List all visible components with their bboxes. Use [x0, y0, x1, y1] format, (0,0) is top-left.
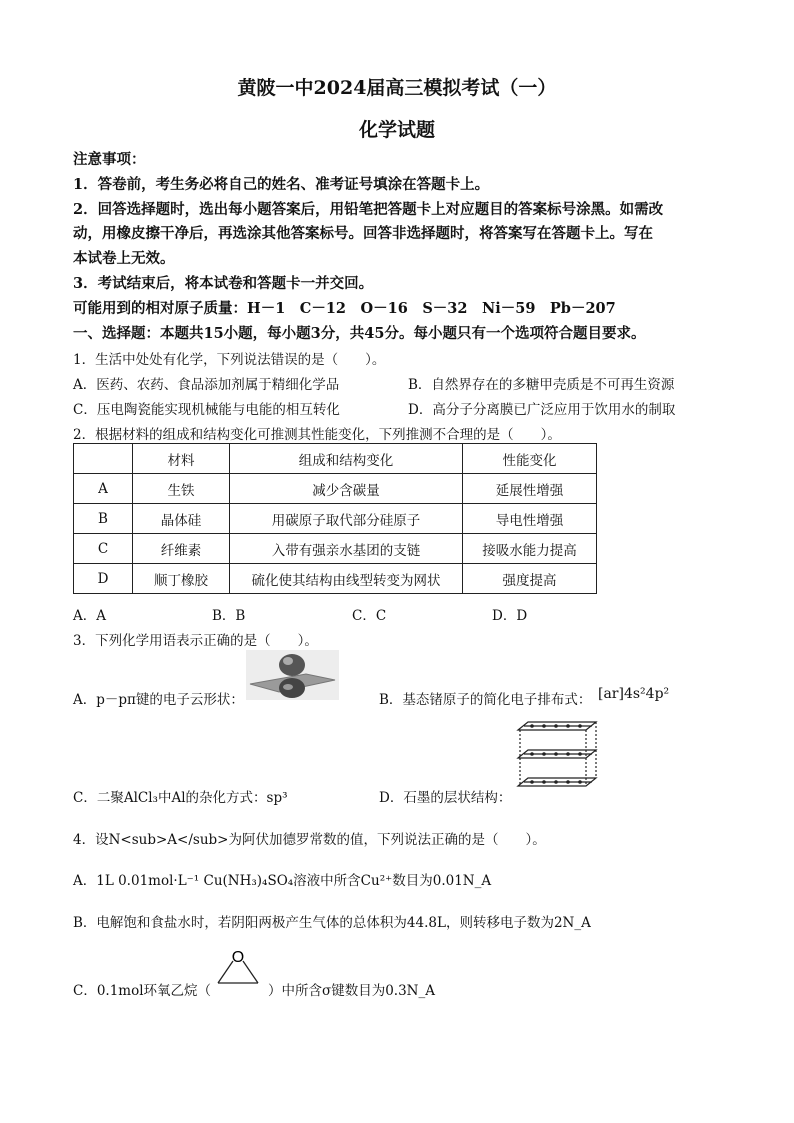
table-cell: 强度提高 — [463, 564, 597, 594]
table-cell: 硫化使其结构由线型转变为网状 — [230, 564, 463, 594]
q4-option-c-prefix: C．0.1mol环氧乙烷（ — [73, 983, 212, 999]
notice-item-2-line2: 动，用橡皮擦干净后，再选涂其他答案标号。回答非选择题时，将答案写在答题卡上。写在 — [73, 225, 653, 242]
q1-option-a: A．医药、农药、食品添加剂属于精细化学品 — [73, 377, 340, 393]
q2-option-b: B．B — [212, 608, 246, 624]
pi-bond-orbital-image — [246, 650, 339, 700]
q2-table — [73, 443, 597, 594]
q3-option-d: D．石墨的层状结构： — [379, 790, 512, 806]
q4-option-c-suffix: ）中所含σ键数目为0.3N_A — [268, 983, 435, 999]
table-cell: 用碳原子取代部分硅原子 — [230, 504, 463, 534]
table-header-cell — [74, 444, 133, 474]
table-row — [74, 564, 597, 594]
epoxyethane-structure — [212, 945, 264, 989]
q2-option-c: C．C — [352, 608, 387, 624]
notice-item-2-line3: 本试卷上无效。 — [73, 250, 175, 267]
table-cell: 减少含碳量 — [230, 474, 463, 504]
q4-option-a: A．1L 0.01mol·L⁻¹ Cu(NH₃)₄SO₄溶液中所含Cu²⁺数目为0.01N_A — [73, 873, 492, 889]
table-header-cell: 组成和结构变化 — [230, 444, 463, 474]
section-1-heading: 一、选择题：本题共15小题，每小题3分，共45分。每小题只有一个选项符合题目要求。 — [73, 325, 646, 342]
table-cell: 纤维素 — [133, 534, 230, 564]
q1-option-d: D．高分子分离膜已广泛应用于饮用水的制取 — [408, 402, 676, 418]
table-header-cell: 性能变化 — [463, 444, 597, 474]
table-row — [74, 474, 597, 504]
table-row — [74, 504, 597, 534]
table-row — [74, 534, 597, 564]
q1-option-b: B．自然界存在的多糖甲壳质是不可再生资源 — [408, 377, 675, 393]
table-cell: 顺丁橡胶 — [133, 564, 230, 594]
table-cell: D — [74, 564, 133, 594]
notice-heading: 注意事项： — [73, 151, 146, 168]
notice-item-3: 3．考试结束后，将本试卷和答题卡一并交回。 — [73, 275, 374, 292]
q2-option-d: D．D — [492, 608, 528, 624]
graphite-structure-image — [516, 718, 600, 794]
exam-title: 黄陂一中2024届高三模拟考试（一） — [237, 77, 557, 99]
table-cell: 生铁 — [133, 474, 230, 504]
table-cell: 导电性增强 — [463, 504, 597, 534]
table-cell: 晶体硅 — [133, 504, 230, 534]
table-cell: 延展性增强 — [463, 474, 597, 504]
table-cell: A — [74, 474, 133, 504]
q3-stem: 3．下列化学用语表示正确的是（ ）。 — [73, 633, 318, 649]
q4-stem: 4．设N<sub>A</sub>为阿伏加德罗常数的值，下列说法正确的是（ ）。 — [73, 832, 546, 848]
table-header-cell: 材料 — [133, 444, 230, 474]
q3-option-b: B．基态锗原子的简化电子排布式： — [379, 692, 592, 708]
table-cell: 入带有强亲水基团的支链 — [230, 534, 463, 564]
notice-item-2-line1: 2．回答选择题时，选出每小题答案后，用铅笔把答题卡上对应题目的答案标号涂黑。如需改 — [73, 201, 664, 218]
table-cell: 接吸水能力提高 — [463, 534, 597, 564]
notice-item-1: 1．答卷前，考生务必将自己的姓名、准考证号填涂在答题卡上。 — [73, 176, 490, 193]
exam-subtitle: 化学试题 — [358, 119, 435, 141]
table-header-row — [74, 444, 597, 474]
q2-stem: 2．根据材料的组成和结构变化可推测其性能变化，下列推测不合理的是（ ）。 — [73, 427, 561, 443]
ring-oxygen-label: O — [231, 949, 245, 966]
table-cell: C — [74, 534, 133, 564]
table-cell: B — [74, 504, 133, 534]
q3-option-a: A．p－pπ键的电子云形状： — [73, 692, 244, 708]
q2-option-a: A．A — [73, 608, 106, 624]
q3-option-b-formula: [ar]4s²4p² — [598, 686, 670, 702]
q1-stem: 1．生活中处处有化学，下列说法错误的是（ ）。 — [73, 352, 386, 368]
q3-option-c: C．二聚AlCl₃中Al的杂化方式：sp³ — [73, 790, 288, 806]
q1-option-c: C．压电陶瓷能实现机械能与电能的相互转化 — [73, 402, 340, 418]
atomic-masses: 可能用到的相对原子质量：H－1 C－12 O－16 S－32 Ni－59 Pb－207 — [73, 300, 616, 317]
q4-option-b: B．电解饱和食盐水时，若阴阳两极产生气体的总体积为44.8L，则转移电子数为2N_A — [73, 915, 591, 931]
